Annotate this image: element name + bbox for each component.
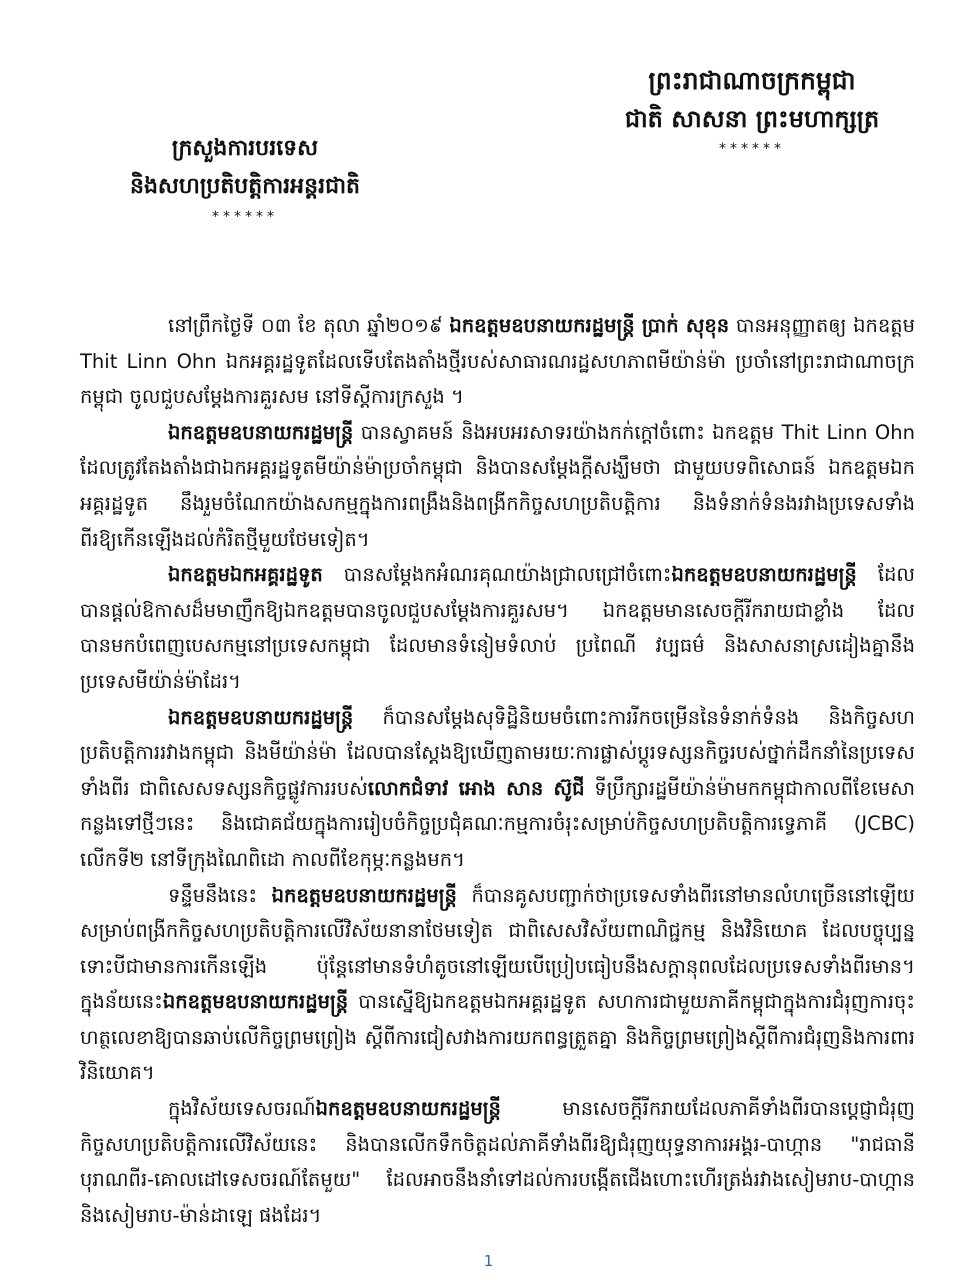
text-run: ក្នុងវិស័យទេសចរណ៍ — [168, 1097, 316, 1121]
press-release-body — [80, 308, 915, 1233]
bold-text-run: ឯកឧត្តមឧបនាយករដ្ឋមន្ត្រី ប្រាក់ សុខុន — [449, 314, 730, 337]
text-run: បានស្នើឱ្យឯកឧត្តមឯកអគ្គរដ្ឋទូត សហការជាមួយភាគីកម្ពុជាក្នុងការជំរុញការចុះហត្ថលេខាឱ្យបានឆាប់លើកិច្ចព្រមព្រៀង ស្តីពីការជៀសវាងការយកពន្ធត្រួតគ្នា និងកិច្ចព្រមព្រៀងស្តីពីការជំរុញនិងការពារវិនិយោគ។ — [80, 990, 915, 1085]
kingdom-header — [587, 62, 917, 160]
ministry-name: ក្រសួងការបរទេស — [171, 136, 319, 161]
ministry-header — [95, 130, 395, 228]
bold-text-run: លោកជំទាវ អោង សាន ស៊ូជី — [367, 776, 585, 800]
bold-text-run: ឯកឧត្តមឧបនាយករដ្ឋមន្ត្រី — [162, 990, 349, 1014]
page-number: 1 — [483, 1252, 494, 1270]
kingdom-divider: ****** — [719, 141, 785, 157]
paragraph — [80, 700, 915, 878]
paragraph — [80, 308, 915, 415]
text-run: មានសេចក្តីរីករាយដែលភាគីទាំងពីរបានប្តេជ្ញាជំរុញកិច្ចសហប្រតិបត្តិការលើវិស័យនេះ និងបានលើកទឹកចិត្តដល់ភាគីទាំងពីរឱ្យជំរុញយុទ្ធនាការអង្គរ-បាហ្កាន "រាជធានីបុរាណពីរ-គោលដៅទេសចរណ៍តែមួយ" ដែលអាចនឹងនាំទៅដល់ការបង្កើតជើងហោះហើរត្រង់រវាងសៀមរាប-បាហ្កាន និងសៀមរាប-ម៉ាន់ដាឡេ ផងដែរ។ — [80, 1097, 915, 1227]
text-run: ទីប្រឹក្សារដ្ឋមីយ៉ាន់ម៉ាមកកម្ពុជាកាលពីខែមេសា កន្លងទៅថ្មីៗនេះ និងជោគជ័យក្នុងការរៀបចំកិច្ចប្រជុំគណៈកម្មការចំរុះសម្រាប់កិច្ចសហប្រតិបត្តិការទ្វេភាគី (JCBC) លើកទី២ នៅទីក្រុងណៃពិដោ កាលពីខែកុម្ភៈកន្លងមក។ — [80, 776, 915, 871]
bold-text-run: ឯកឧត្តមឧបនាយករដ្ឋមន្ត្រី — [315, 1097, 501, 1121]
national-motto: ជាតិ សាសនា ព្រះមហាក្សត្រ — [624, 105, 880, 133]
bold-text-run: ឯកឧត្តមឯកអគ្គរដ្ឋទូត — [168, 563, 323, 587]
kingdom-name: ព្រះរាជាណាចក្រកម្ពុជា — [648, 66, 856, 95]
text-run: បានស្វាគមន៍ និងអបអរសាទរយ៉ាងកក់ក្តៅចំពោះ ឯកឧត្តម Thit Linn Ohn ដែលត្រូវតែងតាំងជាឯកអគ្គរដ្ឋទូតមីយ៉ាន់ម៉ាប្រចាំកម្ពុជា និងបានសម្តែងក្តីសង្ឃឹមថា ជាមួយបទពិសោធន៍ ឯកឧត្តមឯកអគ្គរដ្ឋទូត នឹងរួមចំណែកយ៉ាងសកម្មក្នុងការពង្រឹងនិងពង្រីកកិច្ចសហប្រតិបត្តិការ និងទំនាក់ទំនងរវាងប្រទេសទាំងពីរឱ្យកើនឡើងដល់កំរិតថ្មីមួយថែមទៀត។ — [80, 420, 915, 551]
text-run: ដែលបានផ្តល់ឱកាសដ៏មមាញឹកឱ្យឯកឧត្តមបានចូលជួបសម្តែងការគួរសម។ ឯកឧត្តមមានសេចក្តីរីករាយជាខ្លាំង ដែលបានមកបំពេញបេសកម្មនៅប្រទេសកម្ពុជា ដែលមានទំនៀមទំលាប់ ប្រពៃណី វប្បធម៌ និងសាសនាស្រដៀងគ្នានឹងប្រទេសមីយ៉ាន់ម៉ាដែរ។ — [80, 563, 915, 693]
text-run: ក៏បានសម្តែងសុទិដ្ឋិនិយមចំពោះការរីកចម្រើននៃទំនាក់ទំនង និងកិច្ចសហប្រតិបត្តិការរវាងកម្ពុជា និងមីយ៉ាន់ម៉ា ដែលបានស្តែងឱ្យឃើញតាមរយៈការផ្លាស់ប្តូរទស្សនកិច្ចរបស់ថ្នាក់ដឹកនាំនៃប្រទេសទាំងពីរ ជាពិសេសទស្សនកិច្ចផ្លូវការរបស់ — [80, 705, 915, 800]
paragraph — [80, 1091, 915, 1233]
bold-text-run: ឯកឧត្តមឧបនាយករដ្ឋមន្ត្រី — [671, 563, 857, 587]
ministry-divider: ****** — [212, 209, 278, 225]
bold-text-run: ឯកឧត្តមឧបនាយករដ្ឋមន្ត្រី — [168, 705, 354, 729]
text-run: បានអនុញ្ញាតឲ្យ ឯកឧត្តម Thit Linn Ohn ឯកអគ្គរដ្ឋទូតដែលទើបតែងតាំងថ្មីរបស់សាធារណរដ្ឋសហភាពមីយ៉ាន់ម៉ា ប្រចាំនៅព្រះរាជាណាចក្រកម្ពុជា ចូលជួបសម្តែងការគួរសម នៅទីស្តីការក្រសួង ។ — [80, 314, 915, 409]
text-run: ទន្ទឹមនឹងនេះ — [168, 883, 272, 907]
ministry-subtitle: និងសហប្រតិបត្តិការអន្តរជាតិ — [130, 174, 360, 199]
paragraph — [80, 415, 915, 557]
bold-text-run: ឯកឧត្តមឧបនាយករដ្ឋមន្ត្រី — [168, 420, 354, 444]
text-run: ក៏បានគូសបញ្ជាក់ថាប្រទេសទាំងពីរនៅមានលំហច្រើននៅឡើយសម្រាប់ពង្រីកកិច្ចសហប្រតិបត្តិការលើវិស័យនានាថែមទៀត ជាពិសេសវិស័យពាណិជ្ជកម្ម និងវិនិយោគ ដែលបច្ចុប្បន្នទោះបីជាមានការកើនឡើង ប៉ុន្តែនៅមានទំហំតូចនៅឡើយបើប្រៀបធៀបនឹងសក្តានុពលដែលប្រទេសទាំងពីរមាន។ ក្នុងន័យនេះ — [80, 883, 915, 1014]
paragraph — [80, 878, 915, 1092]
text-run: នៅព្រឹកថ្ងៃទី ០៣ ខែ តុលា ឆ្នាំ២០១៩ — [168, 314, 450, 337]
paragraph — [80, 557, 915, 699]
bold-text-run: ឯកឧត្តមឧបនាយករដ្ឋមន្ត្រី — [271, 883, 457, 907]
text-run: បានសម្តែងកអំណរគុណយ៉ាងជ្រាលជ្រៅចំពោះ — [322, 563, 672, 587]
